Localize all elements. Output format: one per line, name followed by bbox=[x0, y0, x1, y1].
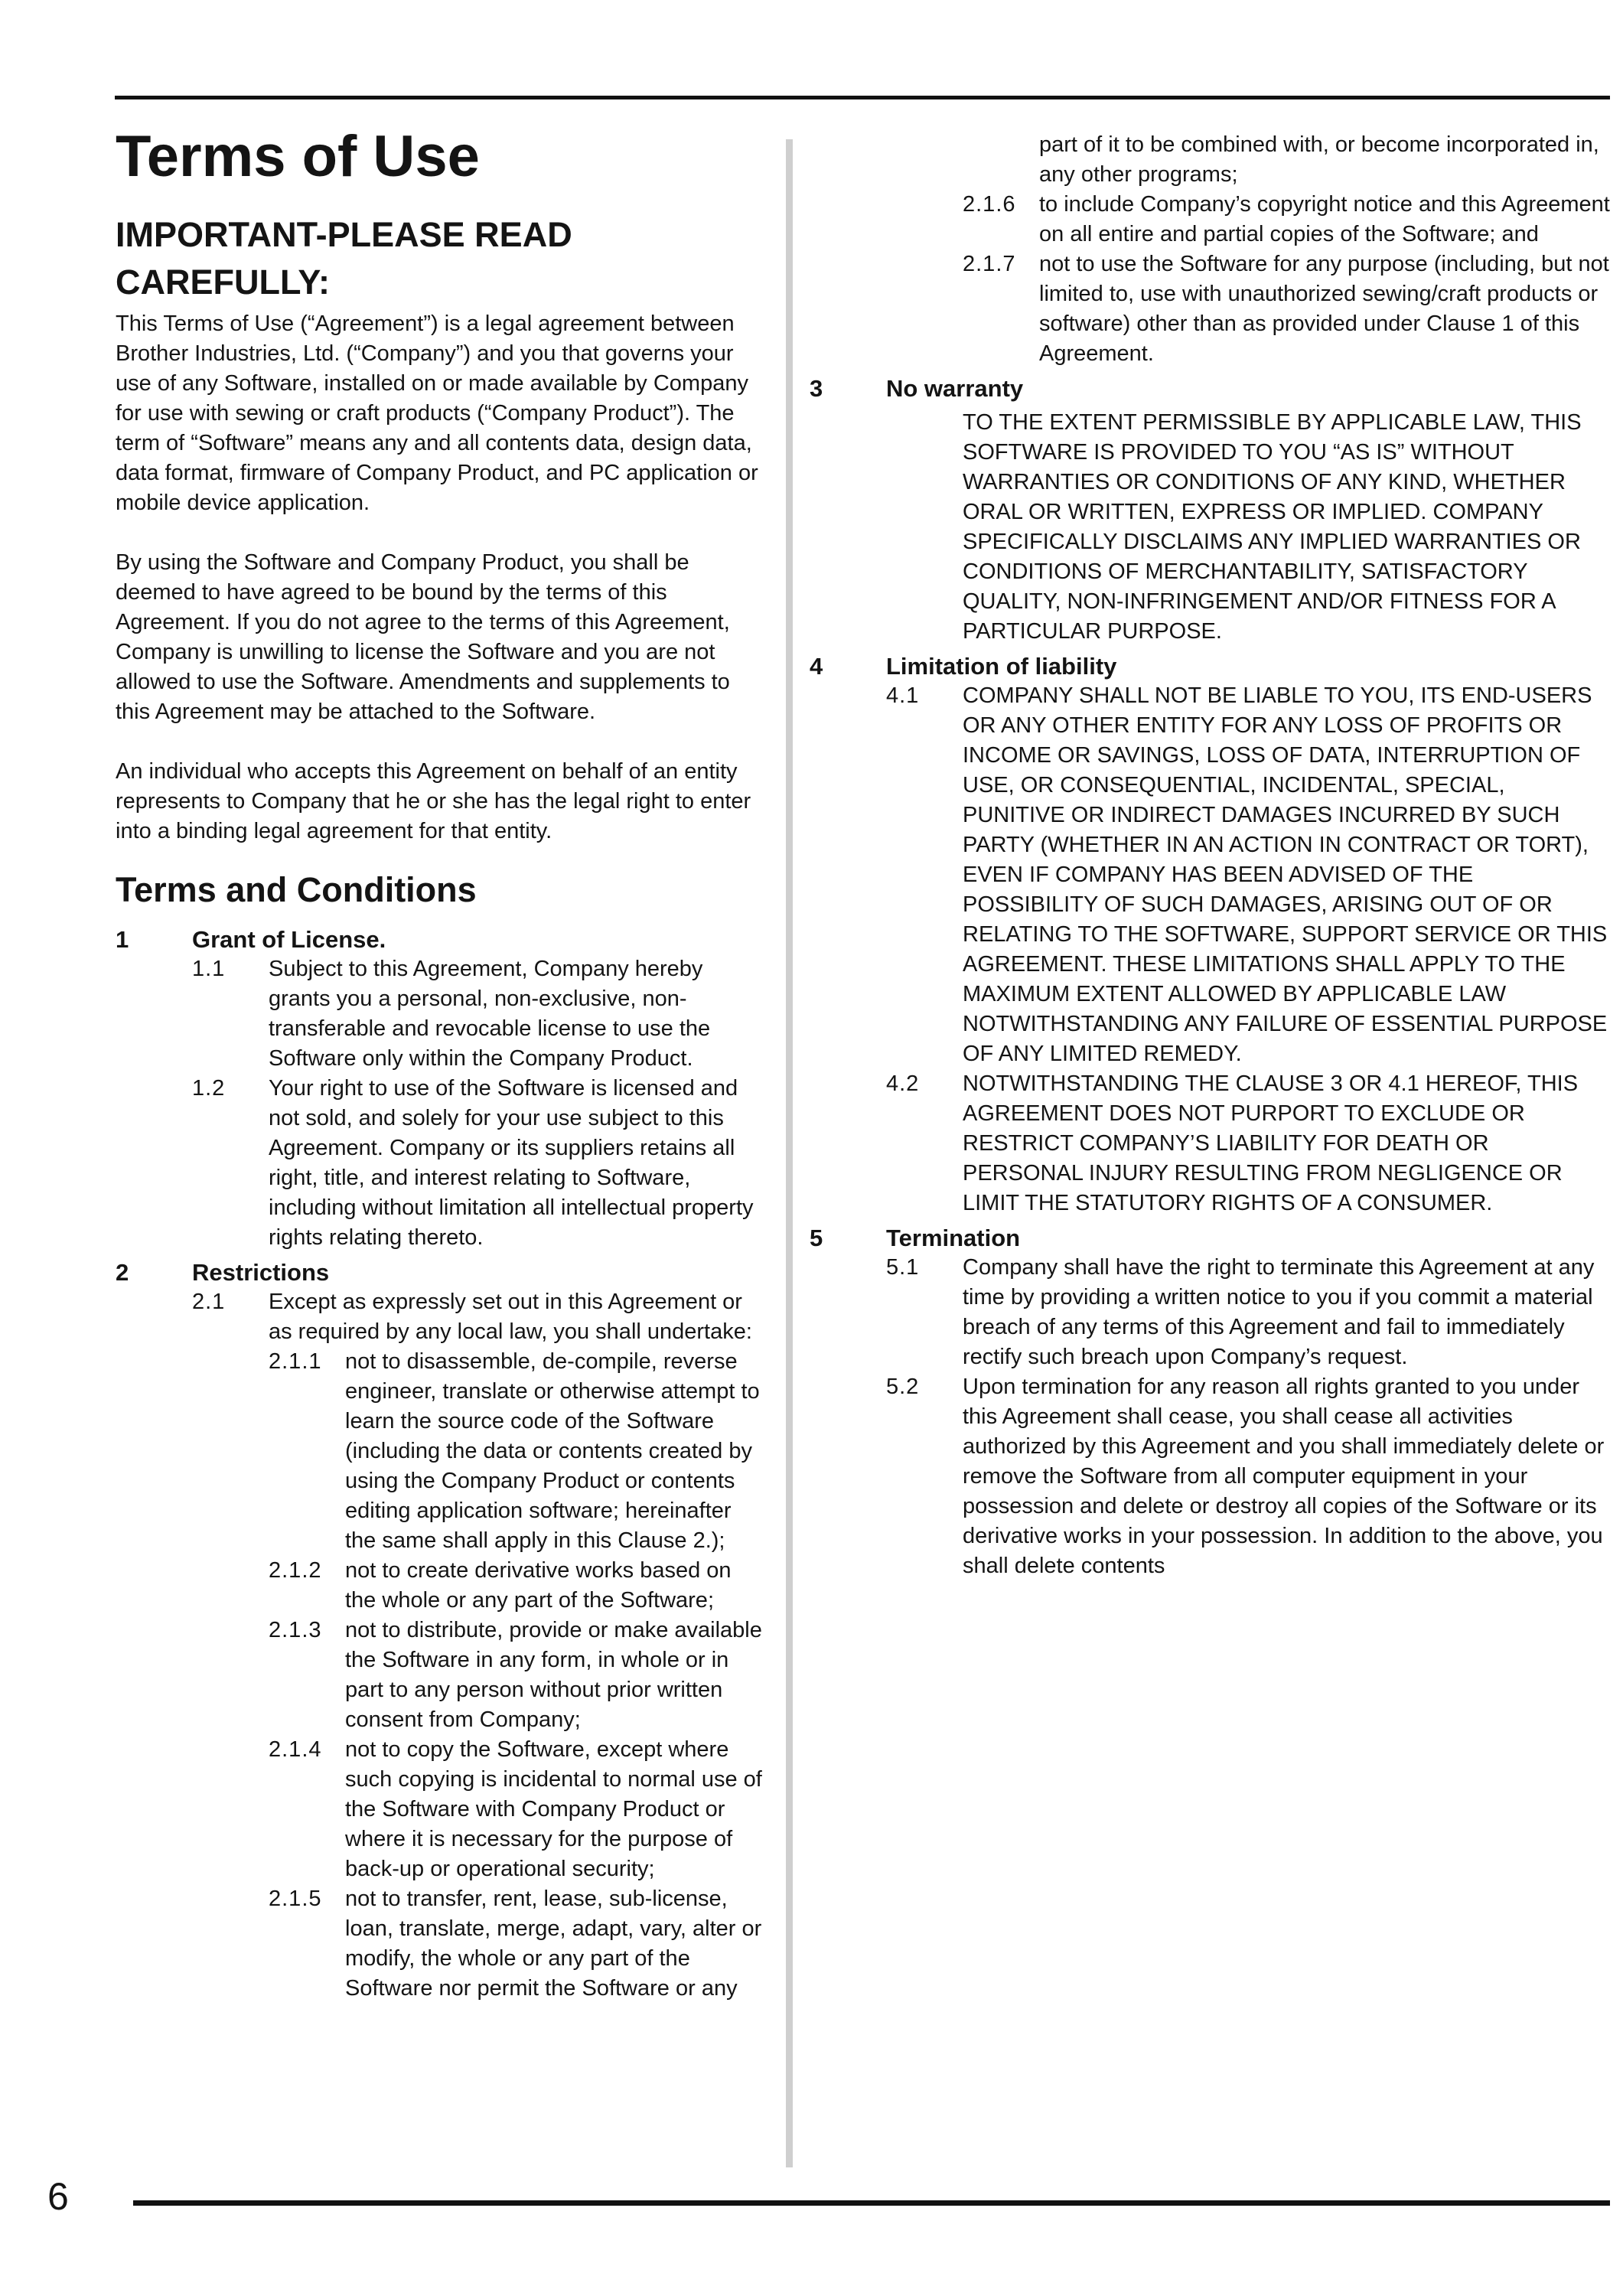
clause-item-4-1: 4.1 COMPANY SHALL NOT BE LIABLE TO YOU, ITS END-USERS OR ANY OTHER ENTITY FOR ANY LOSS OF PROFITS OR INCOME OR SAVINGS, LOSS OF DATA, INTERRUPTION OF USE, OR CONSEQUENTIAL, INCIDENTAL, SPECIAL, PUNITIVE OR INDIRECT DAMAGES INCURRED BY SUCH PARTY (WHETHER IN AN ACTION IN CONTRACT OR TORT), EVEN IF COMPANY HAS BEEN ADVISED OF THE POSSIBILITY OF SUCH DAMAGES, ARISING OUT OF OR RELATING TO THE SOFTWARE, SUPPORT SERVICE OR THIS AGREEMENT. THESE LIMITATIONS SHALL APPLY TO THE MAXIMUM EXTENT ALLOWED BY APPLICABLE LAW NOTWITHSTANDING ANY FAILURE OF ESSENTIAL PURPOSE OF ANY LIMITED REMEDY. bbox=[886, 683, 1608, 1066]
clause-item-2-1: 2.1 Except as expressly set out in this Agreement or as required by any local law, you shall undertake: bbox=[192, 1290, 752, 1344]
continued-text: part of it to be combined with, or become incorporated in, any other programs; bbox=[1039, 132, 1599, 187]
clause-subitem-2-1-7: 2.1.7 not to use the Software for any purpose (including, but not limited to, use with unauthorized sewing/craft products or software) other than as provided under Clause 1 of this Agreement. bbox=[963, 252, 1609, 366]
clause-title: Restrictions bbox=[192, 1259, 330, 1286]
clause-2-heading bbox=[116, 1257, 766, 1287]
page-title: Terms of Use bbox=[116, 124, 480, 189]
warranty-text: TO THE EXTENT PERMISSIBLE BY APPLICABLE LAW, THIS SOFTWARE IS PROVIDED TO YOU “AS IS” WITHOUT WARRANTIES OR CONDITIONS OF ANY KIND, WHETHER ORAL OR WRITTEN, EXPRESS OR IMPLIED. COMPANY SPECIFICALLY DISCLAIMS ANY IMPLIED WARRANTIES OR CONDITIONS OF MERCHANTABILITY, SATISFACTORY QUALITY, NON-INFRINGEMENT AND/OR FITNESS FOR A PARTICULAR PURPOSE. bbox=[963, 410, 1582, 644]
clause-title: Termination bbox=[886, 1225, 1021, 1251]
clause-subitem-2-1-5: 2.1.5 not to transfer, rent, lease, sub-license, loan, translate, merge, adapt, vary, alter or modify, the whole or any part of the Software nor permit the Software or any bbox=[269, 1887, 762, 2001]
clause-4-heading bbox=[810, 651, 1613, 681]
right-column bbox=[810, 130, 1613, 1581]
intro-paragraph-3: An individual who accepts this Agreement on behalf of an entity represents to Company that he or she has the legal right to enter into a binding legal agreement for that entity. bbox=[116, 759, 751, 843]
page-number: 6 bbox=[47, 2175, 69, 2218]
clause-subitem-2-1-3: 2.1.3 not to distribute, provide or make available the Software in any form, in whole or in part to any person without prior written consent from Company; bbox=[269, 1618, 762, 1732]
bottom-rule bbox=[133, 2200, 1610, 2206]
clause-subitem-2-1-6: 2.1.6 to include Company’s copyright notice and this Agreement on all entire and partial copies of the Software; and bbox=[963, 192, 1610, 246]
clause-item-5-1: 5.1 Company shall have the right to terminate this Agreement at any time by providing a written notice to you if you commit a material breach of any terms of this Agreement and fail to immediately rectify such breach upon Company’s request. bbox=[886, 1255, 1595, 1369]
top-rule bbox=[115, 96, 1610, 99]
clause-1-heading bbox=[116, 925, 766, 954]
clause-number: 4 bbox=[810, 653, 823, 680]
clause-item-5-2: 5.2 Upon termination for any reason all rights granted to you under this Agreement shall cease, you shall cease all activities authorized by this Agreement and you shall immediately delete or remove the Software from all computer equipment in your possession and delete or destroy all copies of the Software or its derivative works in your possession. In addition to the above, you shall delete contents bbox=[886, 1375, 1605, 1578]
clause-number: 2 bbox=[116, 1259, 129, 1286]
terms-conditions-heading: Terms and Conditions bbox=[116, 870, 477, 909]
intro-paragraph-2: By using the Software and Company Product, you shall be deemed to have agreed to be bound by the terms of this Agreement. If you do not agree to the terms of this Agreement, Company is unwilling to license the Software and you are not allowed to use the Software. Amendments and supplements to this Agreement may be attached to the Software. bbox=[116, 550, 730, 724]
clause-item-1-2: 1.2 Your right to use of the Software is licensed and not sold, and solely for your use subject to this Agreement. Company or its suppliers retains all right, title, and interest relating to Software, including without limitation all intellectual property rights relating thereto. bbox=[192, 1076, 754, 1250]
clause-item-1-1: 1.1 Subject to this Agreement, Company hereby grants you a personal, non-exclusive, non-transferable and revocable license to use the Software only within the Company Product. bbox=[192, 957, 711, 1071]
left-column bbox=[116, 122, 766, 2004]
column-divider bbox=[786, 139, 793, 2167]
clause-title: Limitation of liability bbox=[886, 653, 1117, 680]
clause-5-heading bbox=[810, 1223, 1613, 1253]
clause-title: Grant of License. bbox=[192, 926, 386, 953]
clause-title: No warranty bbox=[886, 375, 1024, 402]
clause-subitem-2-1-2: 2.1.2 not to create derivative works based on the whole or any part of the Software; bbox=[269, 1558, 732, 1613]
important-heading: IMPORTANT-PLEASE READ CAREFULLY: bbox=[116, 215, 572, 302]
clause-3-heading bbox=[810, 373, 1613, 403]
clause-number: 1 bbox=[116, 926, 129, 953]
intro-paragraph-1: This Terms of Use (“Agreement”) is a legal agreement between Brother Industries, Ltd. (“Company”) and you that governs your use of any Software, installed on or made available by Company for use with sewing or craft products (“Company Product”). The term of “Software” means any and all contents data, design data, data format, firmware of Company Product, and PC application or mobile device application. bbox=[116, 311, 758, 515]
clause-item-4-2: 4.2 NOTWITHSTANDING THE CLAUSE 3 OR 4.1 HEREOF, THIS AGREEMENT DOES NOT PURPORT TO EXCLUDE OR RESTRICT COMPANY’S LIABILITY FOR DEATH OR PERSONAL INJURY RESULTING FROM NEGLIGENCE OR LIMIT THE STATUTORY RIGHTS OF A CONSUMER. bbox=[886, 1071, 1579, 1215]
clause-number: 3 bbox=[810, 375, 823, 402]
clause-number: 5 bbox=[810, 1225, 823, 1251]
clause-subitem-2-1-4: 2.1.4 not to copy the Software, except where such copying is incidental to normal use of the Software with Company Product or where it is necessary for the purpose of back-up or operational security; bbox=[269, 1737, 762, 1881]
clause-subitem-2-1-1: 2.1.1 not to disassemble, de-compile, reverse engineer, translate or otherwise attempt to learn the source code of the Software (including the data or contents created by using the Company Product or contents editing application software; hereinafter the same shall apply in this Clause 2.); bbox=[269, 1349, 760, 1553]
